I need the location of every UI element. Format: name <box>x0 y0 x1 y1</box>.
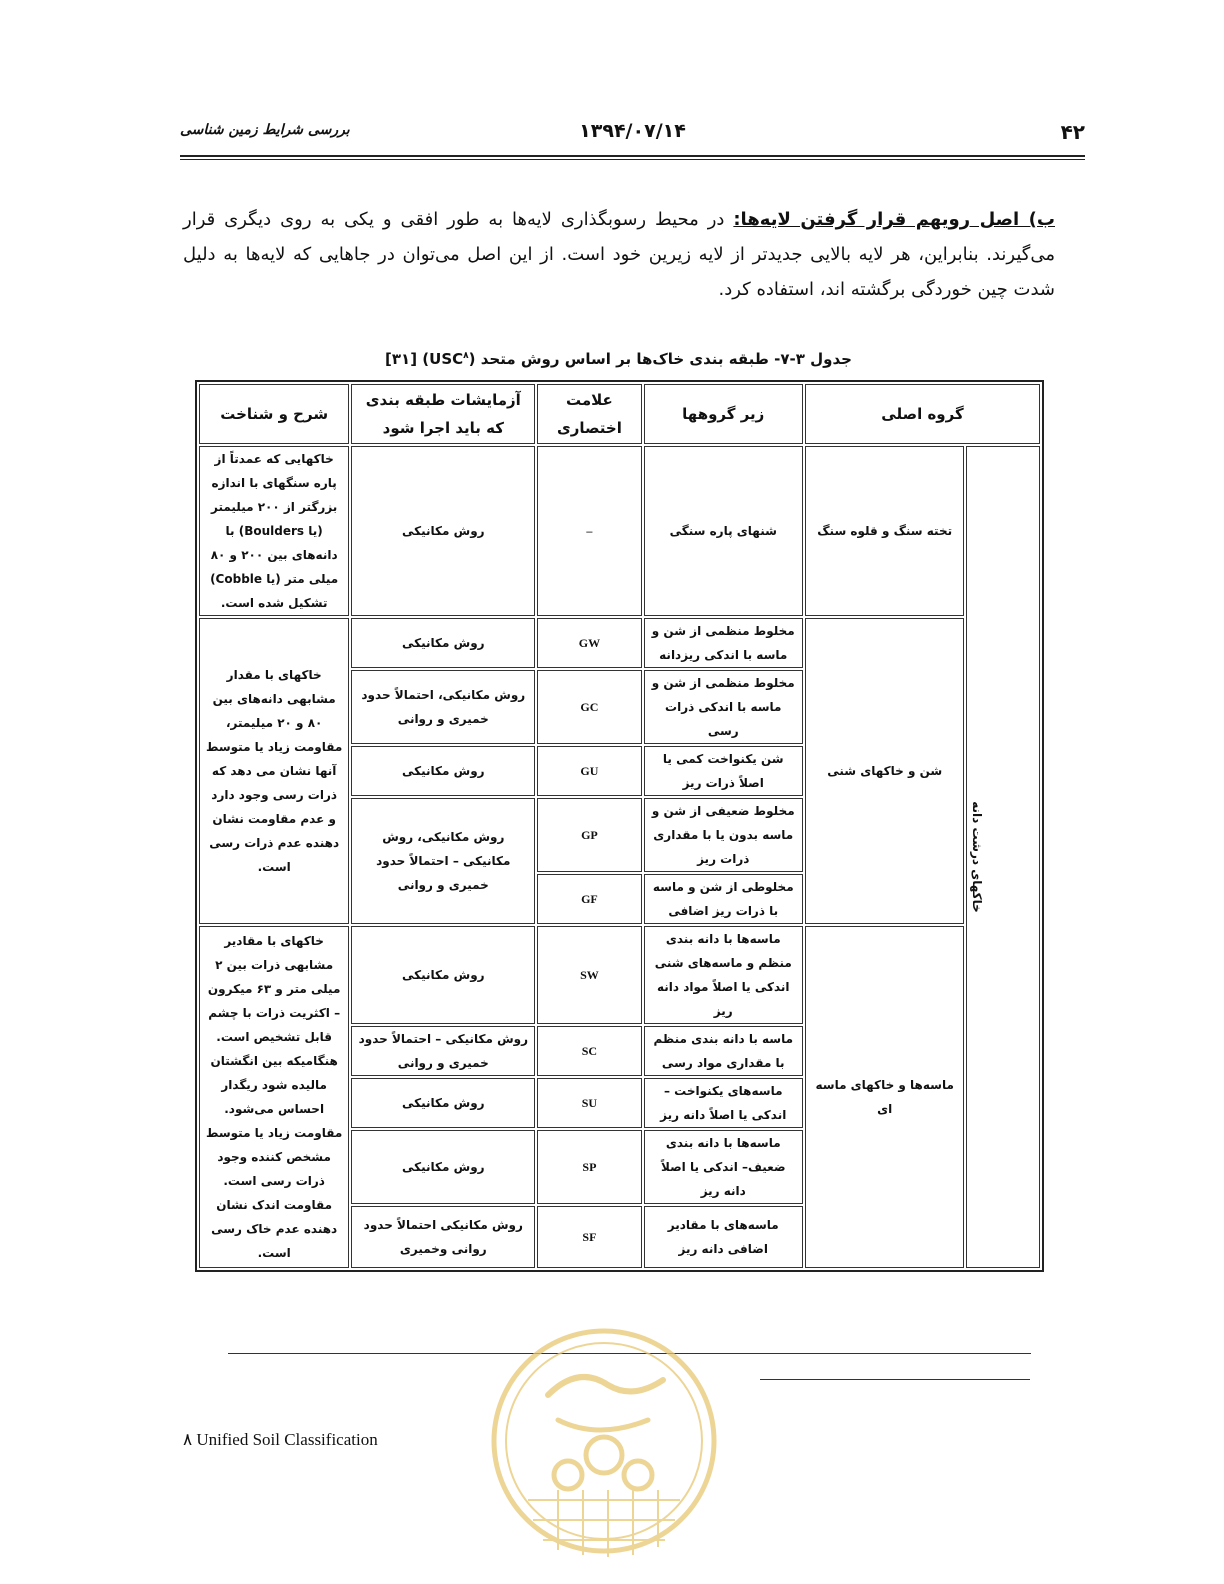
symbol-cell: SC <box>537 1026 641 1076</box>
test-cell: روش مکانیکی <box>351 1078 535 1128</box>
subgroup-cell: ماسه‌های یکنواخت – اندکی یا اصلاً دانه ریز <box>644 1078 803 1128</box>
test-cell: روش مکانیکی، روش مکانیکی – احتمالاً حدود خمیری و روانی <box>351 798 535 924</box>
subgroup-cell: مخلوط ضعیفی از شن و ماسه بدون یا با مقداری ذرات ریز <box>644 798 803 872</box>
footnote-separator-short <box>760 1379 1030 1380</box>
subgroup-cell: مخلوطی از شن و ماسه با ذرات ریز اضافی <box>644 874 803 924</box>
description-cell: خاکهای با مقدار مشابهی دانه‌های بین ۸۰ و ۲۰ میلیمتر، مقاومت زیاد یا متوسط آنها نشان می دهد که ذرات رسی وجود دارد و عدم مقاومت نشان دهنده عدم ذرات رسی است. <box>199 618 349 924</box>
description-cell: خاکهایی که عمدتاً از پاره سنگهای با اندازه بزرگتر از ۲۰۰ میلیمتر (یا Boulders) با دانه‌های بین ۲۰۰ و ۸۰ میلی متر (یا Cobble) تشکیل شده است. <box>199 446 349 616</box>
table-row <box>199 446 1040 616</box>
table-row <box>199 618 1040 668</box>
subgroup-cell: ماسه‌های با مقادیر اضافی دانه ریز <box>644 1206 803 1268</box>
symbol-cell: – <box>537 446 641 616</box>
header-symbol: علامت اختصاری <box>537 384 641 444</box>
paragraph-lead: ب) اصل رویهم قرار گرفتن لایه‌ها: <box>733 209 1055 230</box>
footnote-number: ۸ <box>183 1430 193 1449</box>
side-label-cell <box>966 446 1040 1268</box>
description-cell: خاکهای با مقادیر مشابهی ذرات بین ۲ میلی متر و ۶۳ میکرون – اکثریت ذرات با چشم قابل تشخیص است. هنگامیکه بین انگشتان مالیده شود ریگدار احساس می‌شود. مقاومت زیاد یا متوسط مشخص کننده وجود ذرات رسی است. مقاومت اندک نشان دهنده عدم خاک رسی است. <box>199 926 349 1268</box>
main-group-gravels: شن و خاکهای شنی <box>805 618 964 924</box>
header-date: ۱۳۹۴/۰۷/۱۴ <box>579 120 686 142</box>
header-subgroups: زیر گروهها <box>644 384 803 444</box>
test-cell: روش مکانیکی، احتمالاً حدود خمیری و روانی <box>351 670 535 744</box>
symbol-cell: GF <box>537 874 641 924</box>
subgroup-cell: مخلوط منظمی از شن و ماسه با اندکی ریزدانه <box>644 618 803 668</box>
subgroup-cell: مخلوط منظمی از شن و ماسه با اندکی ذرات رسی <box>644 670 803 744</box>
header-rule <box>180 155 1085 157</box>
page-header <box>180 118 1085 148</box>
header-main-group: گروه اصلی <box>805 384 1040 444</box>
subgroup-cell: شن یکنواخت کمی یا اصلاً ذرات ریز <box>644 746 803 796</box>
footnote-text: Unified Soil Classification <box>196 1430 378 1449</box>
header-title: بررسی شرایط زمین شناسی <box>180 122 350 138</box>
symbol-cell: GU <box>537 746 641 796</box>
symbol-cell: GW <box>537 618 641 668</box>
symbol-cell: SU <box>537 1078 641 1128</box>
table-header-row <box>199 384 1040 444</box>
main-group-boulders: تخته سنگ و قلوه سنگ <box>805 446 964 616</box>
test-cell: روش مکانیکی <box>351 1130 535 1204</box>
symbol-cell: SP <box>537 1130 641 1204</box>
body-paragraph <box>183 202 1055 307</box>
caption-before: جدول ۳-۷- طبقه بندی خاک‌ها بر اساس روش متحد (USC <box>429 350 852 368</box>
test-cell: روش مکانیکی <box>351 446 535 616</box>
test-cell: روش مکانیکی – احتمالاً حدود خمیری و روانی <box>351 1026 535 1076</box>
footnote <box>183 1430 378 1450</box>
subgroup-cell: ماسه با دانه بندی منظم با مقداری مواد رسی <box>644 1026 803 1076</box>
paragraph-body: در محیط رسوبگذاری لایه‌ها به طور افقی و یکی به روی دیگری قرار می‌گیرند. بنابراین، هر لایه بالایی جدیدتر از لایه زیرین خود است. از این اصل می‌توان در جاهایی که لایه‌ها به دلیل شدت چین خوردگی برگشته اند، استفاده کرد. <box>183 209 1055 300</box>
subgroup-cell: شنهای پاره سنگی <box>644 446 803 616</box>
subgroup-cell: ماسه‌ها با دانه بندی ضعیف– اندکی یا اصلاً دانه ریز <box>644 1130 803 1204</box>
symbol-cell: GP <box>537 798 641 872</box>
main-group-sands: ماسه‌ها و خاکهای ماسه ای <box>805 926 964 1268</box>
test-cell: روش مکانیکی احتمالاً حدود روانی وخمیری <box>351 1206 535 1268</box>
caption-footnote-ref: ۸ <box>463 351 469 361</box>
symbol-cell: SF <box>537 1206 641 1268</box>
side-label: خاکهای درشت دانه <box>970 801 985 913</box>
header-description: شرح و شناخت <box>199 384 349 444</box>
table-row <box>199 926 1040 1024</box>
symbol-cell: GC <box>537 670 641 744</box>
caption-after: ) [۳۱] <box>385 350 430 368</box>
symbol-cell: SW <box>537 926 641 1024</box>
page-number: ۴۲ <box>1060 120 1085 144</box>
soil-classification-table <box>195 380 1044 1272</box>
test-cell: روش مکانیکی <box>351 926 535 1024</box>
soil-table-wrapper <box>195 380 1044 1272</box>
table-caption <box>196 350 1041 368</box>
header-tests: آزمایشات طبقه بندی که باید اجرا شود <box>351 384 535 444</box>
test-cell: روش مکانیکی <box>351 746 535 796</box>
watermark-seal-icon <box>488 1325 720 1584</box>
test-cell: روش مکانیکی <box>351 618 535 668</box>
subgroup-cell: ماسه‌ها با دانه بندی منظم و ماسه‌های شنی اندکی یا اصلاً مواد دانه ریز <box>644 926 803 1024</box>
header-rule-thin <box>180 159 1085 160</box>
